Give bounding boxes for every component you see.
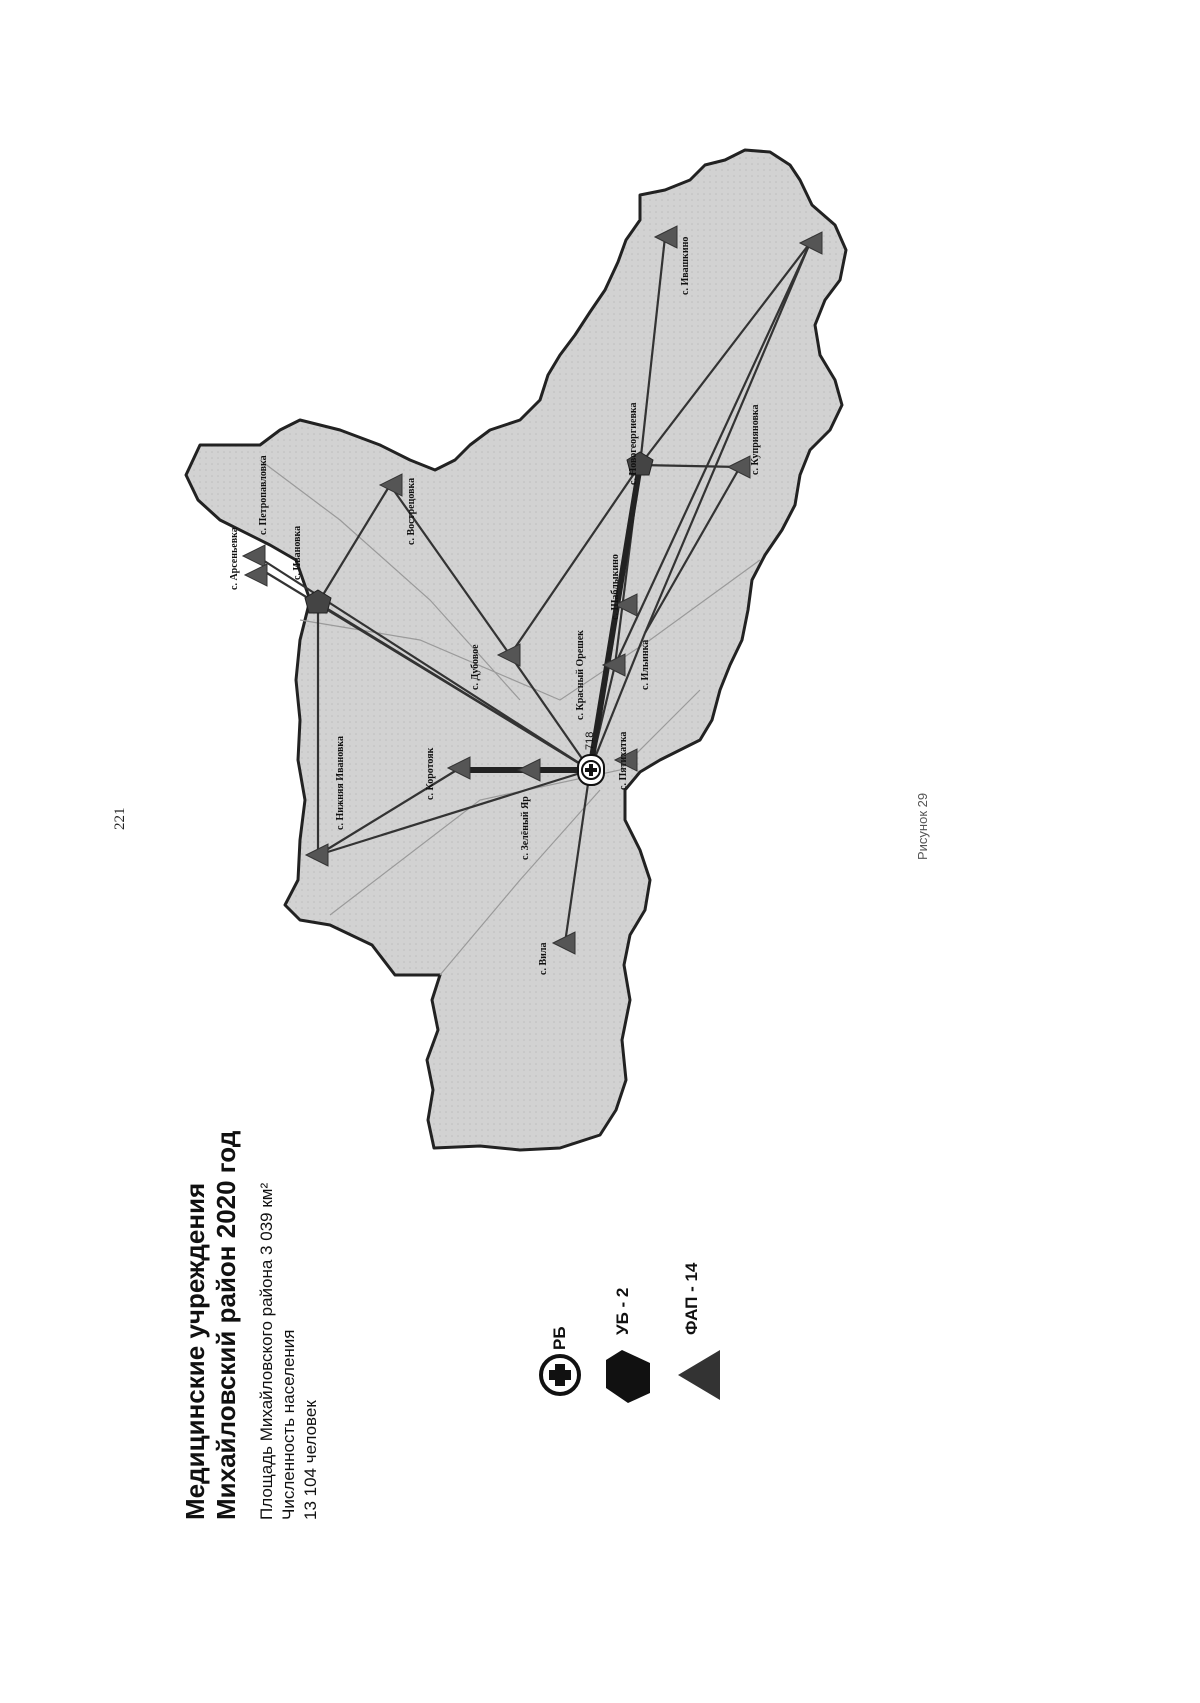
legend-label-rb: РБ [550,1326,569,1350]
rb-hub [578,755,604,785]
place-label: с. Зелёный Яр [520,796,531,860]
place-label: с. Ивановка [292,525,303,580]
hospital-cross-icon [541,1356,579,1394]
page-number: 221 [112,807,128,830]
population-value: 13 104 человек [301,1400,320,1520]
place-label: с. Шаблыкино [610,554,621,620]
place-label: с. Куприяновка [750,404,761,475]
place-label: с. Новогеоргиевка [628,402,639,485]
place-label: с. Ильинка [640,639,651,690]
map-title-line-1: Медицинские учреждения [180,1182,210,1520]
place-label: с. Нижняя Ивановка [335,735,346,830]
legend-label-ub: УБ - 2 [613,1287,632,1335]
hub-label: 718 [584,731,596,750]
place-label: с. Вила [538,942,549,975]
place-label: с. Красный Орешек [575,630,586,720]
population-label: Численность населения [279,1329,298,1520]
fap-marker [243,545,265,567]
place-label: с. Петропавловка [258,455,269,535]
area-stat: Площадь Михайловского района 3 039 км² [257,1182,276,1520]
place-label: с. Дубовое [470,644,481,690]
map-title-line-2: Михайловский район 2020 год [211,1130,241,1520]
figure-caption: Рисунок 29 [915,792,930,860]
triangle-icon [678,1350,720,1400]
legend-label-fap: ФАП - 14 [682,1262,701,1335]
pentagon-icon [606,1350,650,1403]
place-label: с. Ивашкино [680,236,691,295]
place-label: с. Вострецовка [406,477,417,545]
legend [541,1350,720,1403]
place-label: с. Коротояк [425,747,436,800]
place-label: с. Арсеньевка [229,527,240,590]
place-label: с. Пятихатка [618,731,629,790]
fap-marker [245,564,267,586]
